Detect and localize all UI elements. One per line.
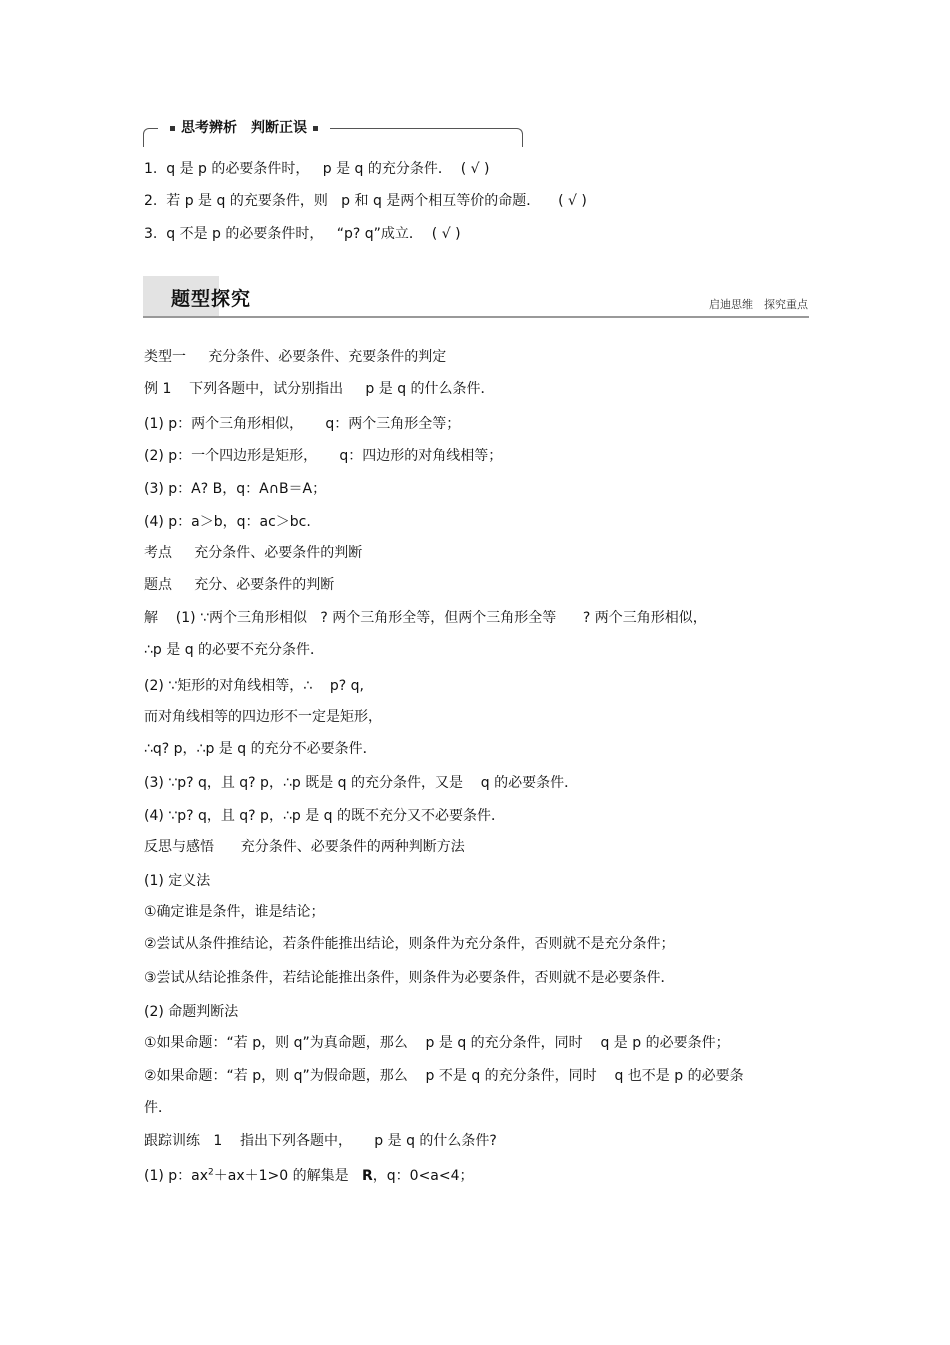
method-2-step-2: ②如果命题：“若 p，则 q”为假命题，那么 p 不是 q 的充分条件，同时 q 也不是 p 的必要条 xyxy=(144,1068,744,1084)
thinking-title: 思考辨析 判断正误 xyxy=(181,120,307,136)
solution-line-3: (2) ∵矩形的对角线相等，∴ p? q, xyxy=(144,678,365,694)
method-1-heading: (1) 定义法 xyxy=(144,873,211,889)
method-1-step-3: ③尝试从结论推条件，若结论能推出条件，则条件为必要条件，否则就不是必要条件． xyxy=(144,970,675,986)
example-heading: 例 1 下列各题中，试分别指出 p 是 q 的什么条件． xyxy=(144,381,495,397)
square-bullet-icon xyxy=(170,126,175,131)
example-item-3: (3) p：A? B，q：A∩B＝A； xyxy=(144,481,327,497)
thinking-item-2: 2. 若 p 是 q 的充要条件，则 p 和 q 是两个相互等价的命题． ( √ ) xyxy=(144,193,587,209)
set-r: R xyxy=(362,1168,373,1184)
section-title: 题型探究 xyxy=(171,288,252,310)
method-2-heading: (2) 命题判断法 xyxy=(144,1004,239,1020)
solution-line-4: 而对角线相等的四边形不一定是矩形， xyxy=(144,709,382,725)
practice-item-1-part-a: (1) p：ax xyxy=(144,1168,209,1184)
kaodian-line: 考点 充分条件、必要条件的判断 xyxy=(144,545,363,561)
example-item-2: (2) p：一个四边形是矩形， q：四边形的对角线相等； xyxy=(144,448,503,464)
solution-line-5: ∴q? p，∴p 是 q 的充分不必要条件． xyxy=(144,741,377,757)
example-item-1: (1) p：两个三角形相似， q：两个三角形全等； xyxy=(144,416,461,432)
exponent: 2 xyxy=(208,1167,214,1178)
thinking-item-1: 1. q 是 p 的必要条件时， p 是 q 的充分条件． ( √ ) xyxy=(144,161,490,177)
example-item-4: (4) p：a＞b，q：ac＞bc. xyxy=(144,514,311,530)
reflection-heading: 反思与感悟 充分条件、必要条件的两种判断方法 xyxy=(144,839,465,855)
tidian-line: 题点 充分、必要条件的判断 xyxy=(144,577,335,593)
method-2-step-2-cont: 件． xyxy=(144,1100,172,1116)
square-bullet-icon xyxy=(313,126,318,131)
solution-line-7: (4) ∵p? q，且 q? p，∴p 是 q 的既不充分又不必要条件． xyxy=(144,808,505,824)
solution-line-2: ∴p 是 q 的必要不充分条件． xyxy=(144,642,325,658)
section-tag: 启迪思维 探究重点 xyxy=(709,298,808,311)
practice-item-1-part-b: ＋ax＋1>0 的解集是 xyxy=(213,1168,362,1184)
thinking-item-3: 3. q 不是 p 的必要条件时， “p? q”成立． ( √ ) xyxy=(144,226,461,242)
section-divider xyxy=(143,316,809,318)
practice-item-1 xyxy=(144,1166,474,1186)
solution-line-6: (3) ∵p? q，且 q? p，∴p 既是 q 的充分条件，又是 q 的必要条件． xyxy=(144,775,579,791)
method-1-step-1: ①确定谁是条件，谁是结论； xyxy=(144,904,325,920)
method-2-step-1: ①如果命题：“若 p，则 q”为真命题，那么 p 是 q 的充分条件，同时 q 是 p 的必要条件； xyxy=(144,1035,730,1051)
type-heading: 类型一 充分条件、必要条件、充要条件的判定 xyxy=(144,349,447,365)
practice-heading: 跟踪训练 1 指出下列各题中， p 是 q 的什么条件? xyxy=(144,1133,497,1149)
method-1-step-2: ②尝试从条件推结论，若条件能推出结论，则条件为充分条件，否则就不是充分条件； xyxy=(144,936,675,952)
thinking-title-wrap xyxy=(158,118,330,138)
solution-line-1: 解 (1) ∵两个三角形相似 ? 两个三角形全等，但两个三角形全等 ? 两个三角形相似， xyxy=(144,610,707,626)
practice-item-1-part-c: ，q：0<a<4； xyxy=(372,1168,474,1184)
